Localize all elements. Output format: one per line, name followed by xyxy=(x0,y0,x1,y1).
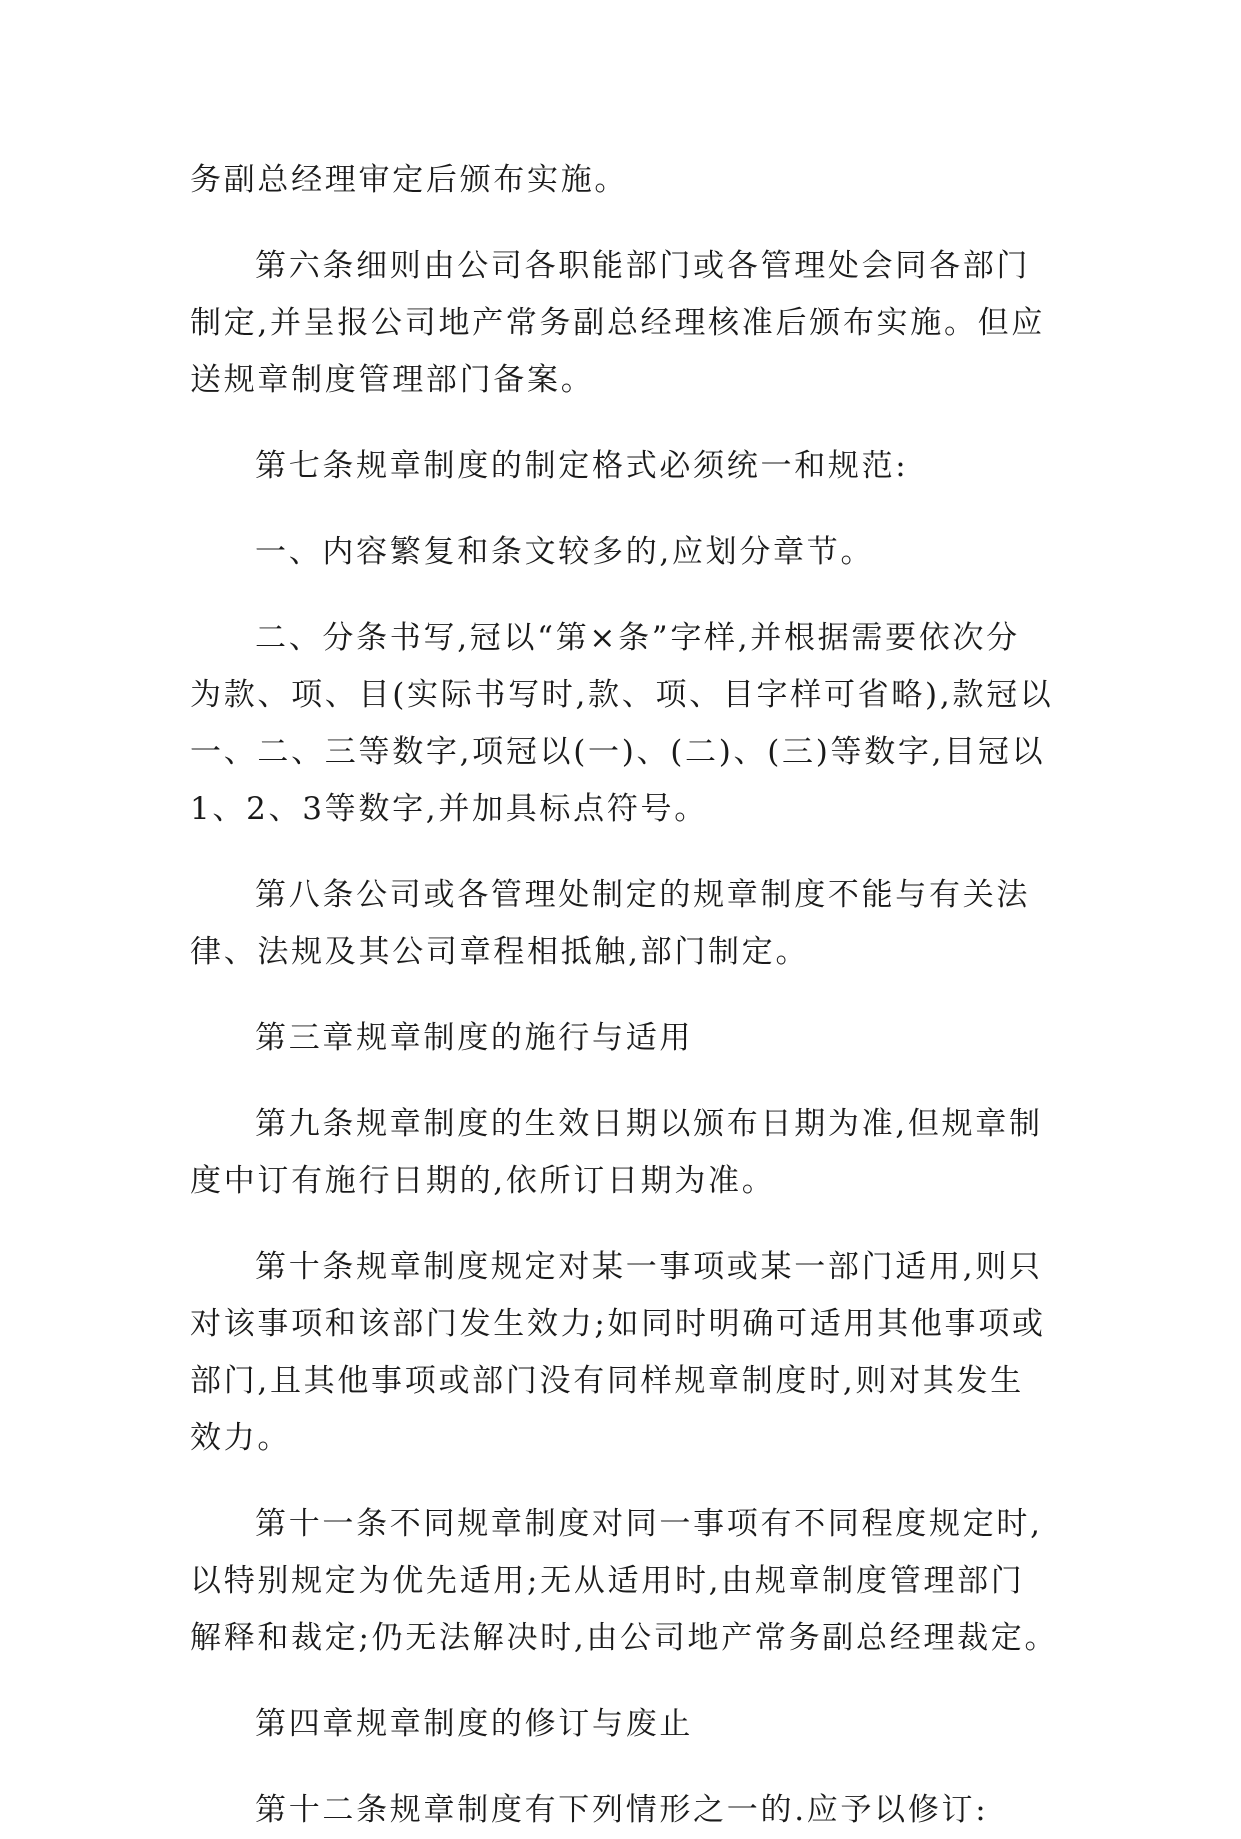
article-11-line: 解释和裁定;仍无法解决时,由公司地产常务副总经理裁定。 xyxy=(190,1620,1059,1656)
chapter-3-heading: 第三章规章制度的施行与适用 xyxy=(255,1020,694,1056)
article-11-line: 第十一条不同规章制度对同一事项有不同程度规定时, xyxy=(255,1506,1043,1542)
article-8-line: 律、法规及其公司章程相抵触,部门制定。 xyxy=(190,934,810,970)
article-11-line: 以特别规定为优先适用;无从适用时,由规章制度管理部门 xyxy=(190,1563,1025,1599)
article-10-line: 第十条规章制度规定对某一事项或某一部门适用,则只 xyxy=(255,1249,1043,1285)
article-7-item-2: 一、二、三等数字,项冠以(一)、(二)、(三)等数字,目冠以 xyxy=(190,734,1046,770)
continued-line: 务副总经理审定后颁布实施。 xyxy=(190,162,629,198)
article-8-line: 第八条公司或各管理处制定的规章制度不能与有关法 xyxy=(255,877,1031,913)
article-6-line: 制定,并呈报公司地产常务副总经理核准后颁布实施。但应 xyxy=(190,305,1046,341)
article-9-line: 第九条规章制度的生效日期以颁布日期为准,但规章制 xyxy=(255,1106,1043,1142)
article-9-line: 度中订有施行日期的,依所订日期为准。 xyxy=(190,1163,776,1199)
article-10-line: 对该事项和该部门发生效力;如同时明确可适用其他事项或 xyxy=(190,1306,1046,1342)
article-6-line: 送规章制度管理部门备案。 xyxy=(190,362,595,398)
article-7-item-2: 二、分条书写,冠以“第×条”字样,并根据需要依次分 xyxy=(255,620,1020,656)
article-6-line: 第六条细则由公司各职能部门或各管理处会同各部门 xyxy=(255,248,1031,284)
article-7-line: 第七条规章制度的制定格式必须统一和规范: xyxy=(255,448,909,484)
article-12-line: 第十二条规章制度有下列情形之一的.应予以修订: xyxy=(255,1792,989,1828)
article-10-line: 效力。 xyxy=(190,1420,292,1456)
article-7-item-2: 1、2、3等数字,并加具标点符号。 xyxy=(190,791,708,827)
chapter-4-heading: 第四章规章制度的修订与废止 xyxy=(255,1706,694,1742)
document-body xyxy=(190,152,1059,1839)
article-7-item-1: 一、内容繁复和条文较多的,应划分章节。 xyxy=(255,534,875,570)
article-7-item-2: 为款、项、目(实际书写时,款、项、目字样可省略),款冠以 xyxy=(190,677,1054,713)
article-10-line: 部门,且其他事项或部门没有同样规章制度时,则对其发生 xyxy=(190,1363,1024,1399)
